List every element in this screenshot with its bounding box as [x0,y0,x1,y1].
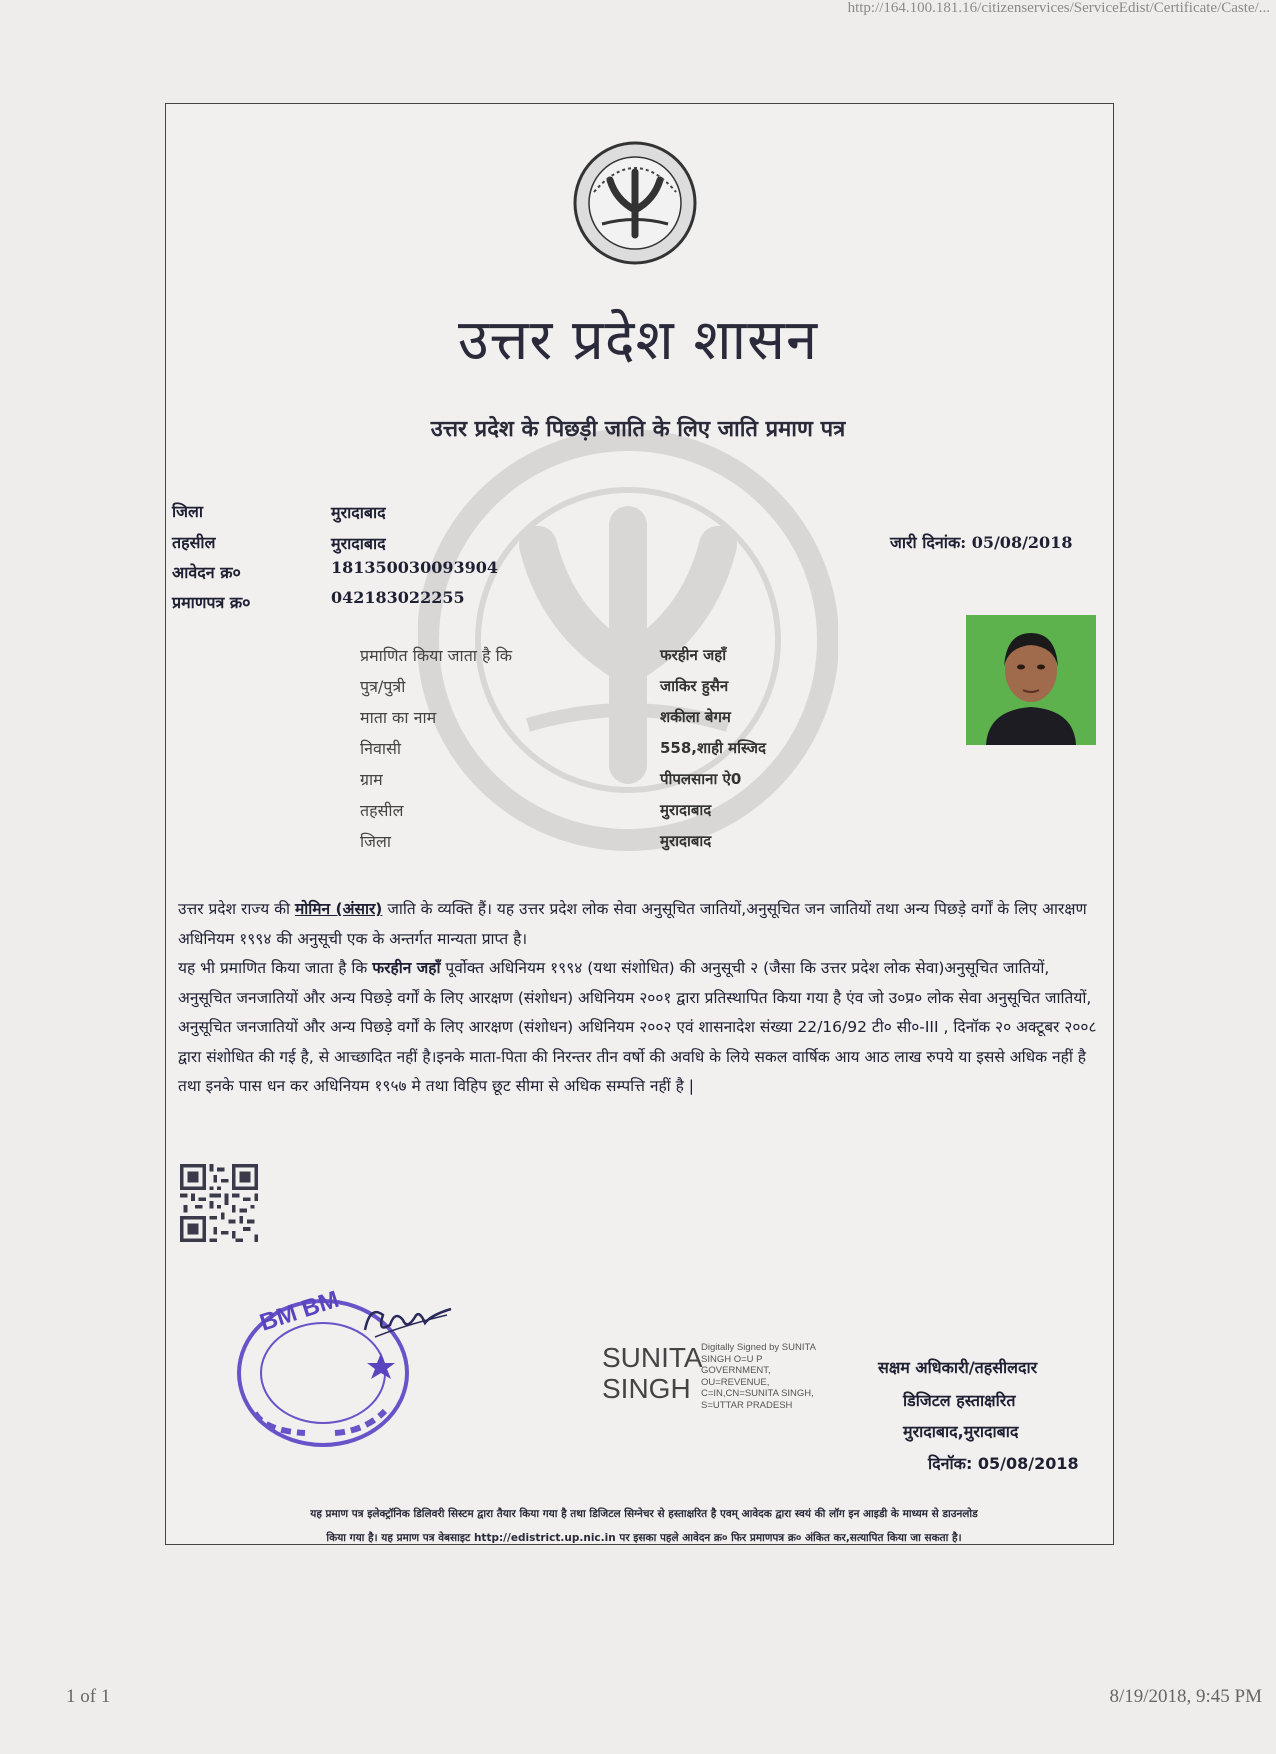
signer-last-name: SINGH [602,1373,691,1404]
tehsil-label: तहसील [172,533,216,552]
body-p1-suffix: जाति के व्यक्ति हैं। यह उत्तर प्रदेश लोक सेवा अनुसूचित जातियों,अनुसूचित जन जातियों तथा अन्य पिछड़े वर्गों के लिए आरक्षण अधिनियम १९९४ की अनुसूची एक के अन्तर्गत मान्यता प्राप्त है। [178,900,1087,948]
handwritten-signature [355,1295,455,1345]
detail-label-resident: निवासी [360,739,402,758]
officer-sign-date: दिनॉक: 05/08/2018 [928,1454,1079,1473]
applicant-name-bold: फरहीन जहाँ [372,959,441,977]
detail-value-father: जाकिर हुसैन [660,677,729,695]
certificate-subtitle: उत्तर प्रदेश के पिछड़ी जाति के लिए जाति प्रमाण पत्र [430,417,846,442]
certificate-number-value: 042183022255 [331,588,465,607]
certificate-number-label: प्रमाणपत्र क्र० [172,593,251,612]
print-timestamp: 8/19/2018, 9:45 PM [1109,1686,1262,1707]
watermark-emblem [418,405,838,875]
officer-signature-type: डिजिटल हस्ताक्षरित [903,1391,1016,1410]
certificate-title: उत्तर प्रदेश शासन [457,308,819,373]
verification-note-line-2: किया गया है। यह प्रमाण पत्र वेबसाइट http://edistrict.up.nic.in पर इसका पहले आवेदन क्र० फिर प्रमाणपत्र क्र० अंकित कर,सत्यापित किया जा सकता है। [326,1532,962,1544]
applicant-photo [966,615,1096,745]
certificate-body [178,895,1098,1102]
signature-detail-line: GOVERNMENT, [701,1365,771,1376]
issue-date: जारी दिनांक: 05/08/2018 [890,533,1073,552]
detail-value-tehsil: मुरादाबाद [660,801,712,819]
detail-label-child-of: पुत्र/पुत्री [360,677,406,696]
verification-note [178,1502,1110,1550]
signature-detail-line: Digitally Signed by SUNITA [701,1342,816,1353]
signature-detail-line: OU=REVENUE, [701,1376,770,1388]
signature-detail-line: C=IN,CN=SUNITA SINGH, [701,1388,814,1399]
up-government-seal [572,140,698,266]
page-indicator: 1 of 1 [66,1686,111,1707]
detail-value-mother: शकीला बेगम [660,708,731,726]
signature-detail-line: S=UTTAR PRADESH [701,1399,793,1411]
digital-signature-details [701,1342,841,1411]
detail-label-tehsil: तहसील [360,801,404,820]
district-value: मुरादाबाद [331,503,386,522]
detail-value-address: 558,शाही मस्जिद [660,739,766,757]
detail-label-certified: प्रमाणित किया जाता है कि [360,646,513,665]
application-number-label: आवेदन क्र० [172,563,241,582]
stamp-text: BM BM [256,1285,343,1337]
application-number-value: 181350030093904 [331,558,498,577]
verification-note-line-1: यह प्रमाण पत्र इलेक्ट्रॉनिक डिलिवरी सिस्टम द्वारा तैयार किया गया है तथा डिजिटल सिग्नेचर से हस्ताक्षरित है एवम् आवेदक द्वारा स्वयं की लॉग इन आइडी के माध्यम से डाउनलोड [310,1508,978,1520]
detail-value-village: पीपलसाना ऐ0 [660,770,742,788]
signer-first-name: SUNITA [602,1342,703,1373]
person-photo-icon [966,615,1096,745]
qr-code [180,1164,258,1242]
detail-label-mother: माता का नाम [360,708,437,727]
body-paragraph-1 [178,895,1098,954]
digital-signature-name [602,1342,703,1404]
detail-value-name: फरहीन जहाँ [660,646,727,664]
body-paragraph-2 [178,954,1098,1102]
signature-detail-line: SINGH O=U P [701,1353,763,1365]
body-p1-prefix: उत्तर प्रदेश राज्य की [178,900,295,918]
body-p2-prefix: यह भी प्रमाणित किया जाता है कि [178,959,373,977]
print-url: http://164.100.181.16/citizenservices/ServiceEdist/Certificate/Caste/... [847,0,1270,16]
caste-name: मोमिन (अंसार) [294,900,383,918]
body-p2-suffix: पूर्वोक्त अधिनियम १९९४ (यथा संशोधित) की अनुसूची २ (जैसा कि उत्तर प्रदेश लोक सेवा)अनुसूचित जातियों, अनुसूचित जनजातियों और अन्य पिछड़े वर्गों के लिए आरक्षण (संशोधन) अधिनियम २००१ द्वारा प्रतिस्थापित किया गया है एंव जो उ०प्र० लोक सेवा अनुसूचित जातियों, अनुसूचित जनजातियों और अन्य पिछड़े वर्गों के लिए आरक्षण (संशोधन) अधिनियम २००२ एवं शासनादेश संख्या 22/16/92 टी० सी०-III , दिनॉक २० अक्टूबर २००८ द्वारा संशोधित की गई है, से आच्छादित नहीं है।इनके माता-पिता की निरन्तर तीन वर्षो की अवधि के लिये सकल वार्षिक आय आठ लाख रुपये या इससे अधिक नहीं है तथा इनके पास धन कर अधिनियम १९५७ मे तथा विहिप छूट सीमा से अधिक सम्पत्ति नहीं है | [178,959,1097,1095]
detail-value-district: मुरादाबाद [660,832,712,850]
district-label: जिला [172,502,204,521]
officer-designation: सक्षम अधिकारी/तहसीलदार [878,1358,1038,1377]
detail-label-village: ग्राम [360,770,383,789]
detail-label-district: जिला [360,832,392,851]
officer-location: मुरादाबाद,मुरादाबाद [903,1422,1019,1441]
tehsil-value: मुरादाबाद [331,534,386,553]
